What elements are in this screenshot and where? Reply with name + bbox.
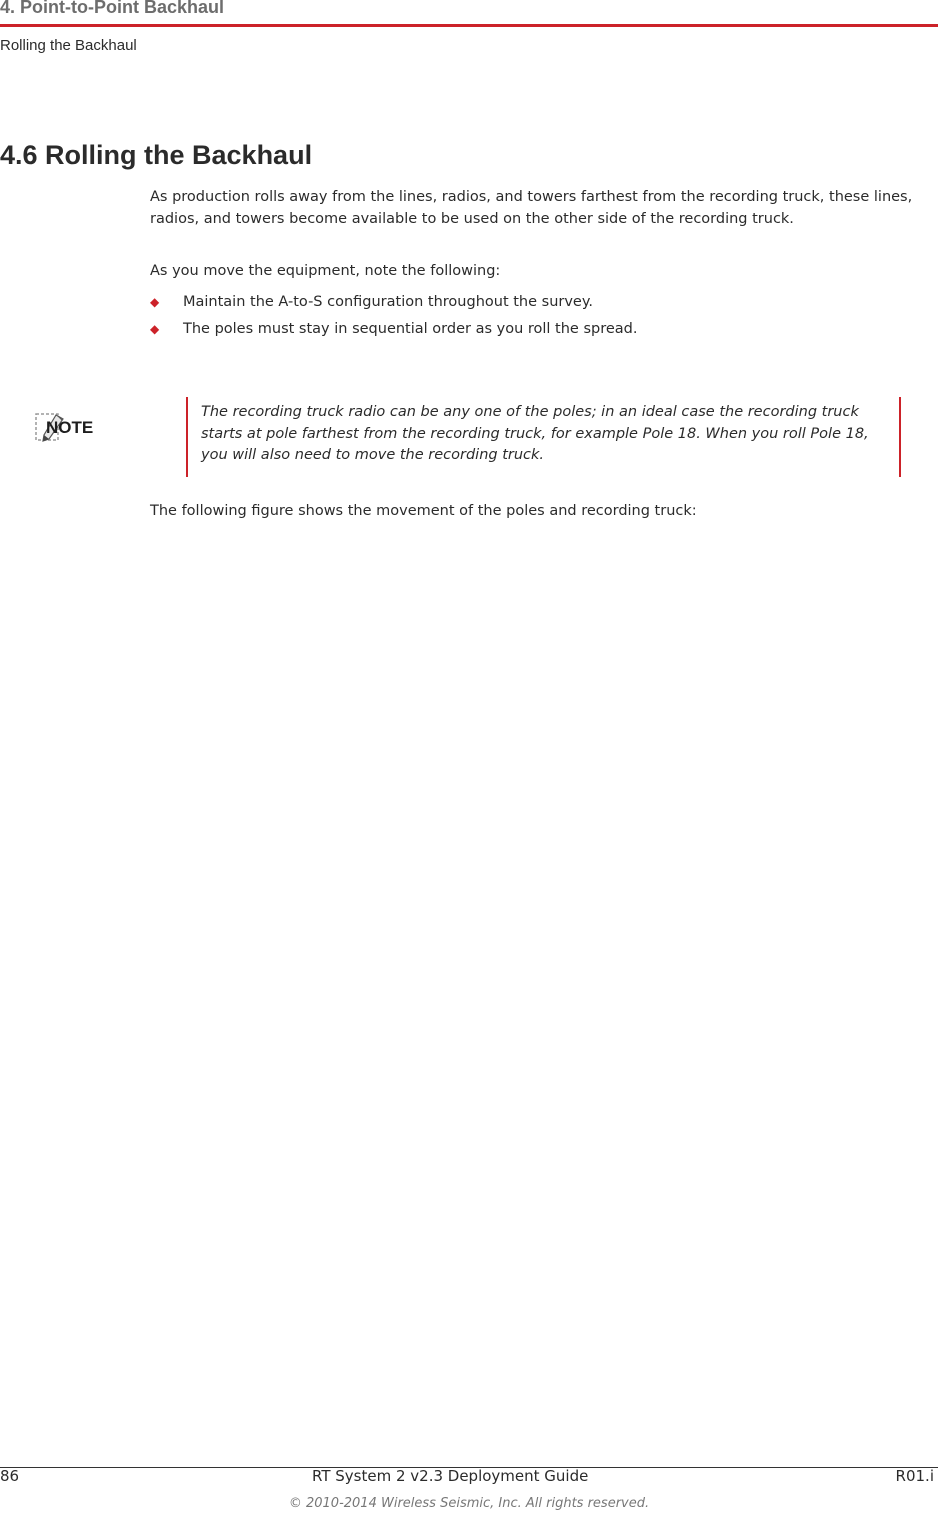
note-text: The recording truck radio can be any one of the poles; in an ideal case the recording truck starts at pole farthest from the recording truck, for example Pole 18. When you roll Pole 18, you will also need to move the recording truck.	[201, 404, 869, 463]
header-divider	[0, 24, 938, 27]
guide-title: RT System 2 v2.3 Deployment Guide	[312, 1467, 589, 1485]
running-section-title: Rolling the Backhaul	[0, 37, 137, 54]
copyright-notice: © 2010-2014 Wireless Seismic, Inc. All rights reserved.	[288, 1496, 650, 1511]
diamond-bullet-icon: ◆	[150, 322, 160, 336]
figure-intro-paragraph: The following figure shows the movement of the poles and recording truck:	[150, 503, 697, 519]
note-right-border	[899, 397, 901, 477]
note-label: NOTE	[46, 418, 94, 437]
chapter-title: 4. Point-to-Point Backhaul	[0, 0, 225, 17]
section-heading: 4.6 Rolling the Backhaul	[0, 140, 313, 170]
list-item-text: The poles must stay in sequential order as you roll the spread.	[183, 321, 638, 337]
intro-paragraph: As production rolls away from the lines, radios, and towers farthest from the recording truck, these lines, radios, and towers become available to be used on the other side of the recording truck.	[150, 189, 913, 227]
lead-paragraph: As you move the equipment, note the following:	[150, 263, 501, 279]
diamond-bullet-icon: ◆	[150, 295, 160, 309]
revision-label: R01.i	[895, 1467, 934, 1485]
note-left-border	[186, 397, 188, 477]
page-number: 86	[0, 1467, 20, 1485]
list-item-text: Maintain the A-to-S configuration throughout the survey.	[183, 294, 593, 310]
